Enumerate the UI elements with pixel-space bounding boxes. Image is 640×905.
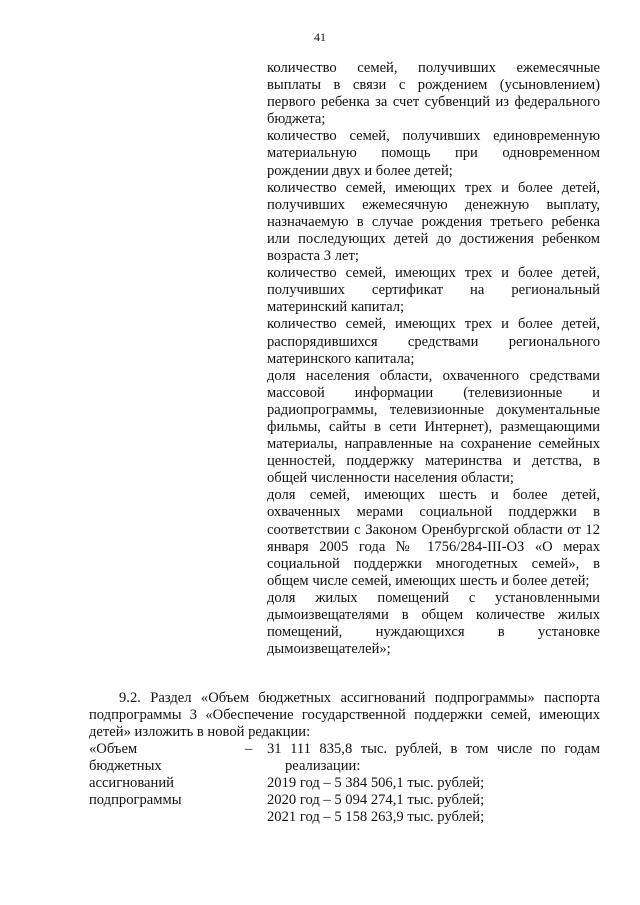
passport-year: 2021 год – 5 158 263,9 тыс. рублей; xyxy=(267,809,485,826)
label-line: «Объем xyxy=(89,741,138,757)
indicator-item: количество семей, имеющих трех и более детей, получивших ежемесячную денежную выплату, назначаемую в случае рождения третьего ребенка или последующих детей до достижения ребенком возраста 3 лет; xyxy=(267,179,600,265)
indicator-item: количество семей, получивших единовременную материальную помощь при одновременном рождении двух и более детей; xyxy=(267,128,600,179)
passport-value xyxy=(267,741,600,826)
indicator-item: количество семей, имеющих трех и более детей, распорядившихся средствами регионального материнского капитала; xyxy=(267,316,600,367)
indicators-list xyxy=(267,60,600,658)
indicator-item: доля семей, имеющих шесть и более детей, охваченных мерами социальной поддержки в соответствии с Законом Оренбургской области от 12 января 2005 года № 1756/284-III-ОЗ «О мерах социальной поддержки многодетных семей», в общем числе семей, имеющих шесть и более детей; xyxy=(267,487,600,589)
passport-label xyxy=(89,741,229,809)
indicator-item: количество семей, получивших ежемесячные выплаты в связи с рождением (усыновлением) первого ребенка за счет субвенций из федерального бюджета; xyxy=(267,60,600,128)
passport-year: 2020 год – 5 094 274,1 тыс. рублей; xyxy=(267,792,485,809)
section-paragraph: 9.2. Раздел «Объем бюджетных ассигнований подпрограммы» паспорта подпрограммы 3 «Обеспечение государственной поддержки семей, имеющих детей» изложить в новой редакции: xyxy=(89,690,600,741)
indicator-item: доля населения области, охваченного средствами массовой информации (телевизионные и радиопрограммы, телевизионные документальные фильмы, сайты в сети Интернет), размещающими материалы, направленные на сохранение семейных ценностей, поддержку материнства и детства, в общей численности населения области; xyxy=(267,367,600,487)
page-number: 41 xyxy=(314,30,326,44)
passport-total: 31 111 835,8 тыс. рублей, в том числе по годам реализации: xyxy=(267,741,600,775)
label-line: ассигнований xyxy=(89,775,174,792)
section-9-2 xyxy=(89,690,600,741)
label-line: бюджетных xyxy=(89,758,162,775)
label-line: подпрограммы xyxy=(89,792,182,809)
passport-year: 2019 год – 5 384 506,1 тыс. рублей; xyxy=(267,775,485,792)
indicator-item: количество семей, имеющих трех и более детей, получивших сертификат на региональный материнский капитал; xyxy=(267,265,600,316)
indicator-item: доля жилых помещений с установленными дымоизвещателями в общем количестве жилых помещений, нуждающихся в установке дымоизвещателей»; xyxy=(267,589,600,658)
passport-dash: – xyxy=(245,741,253,757)
